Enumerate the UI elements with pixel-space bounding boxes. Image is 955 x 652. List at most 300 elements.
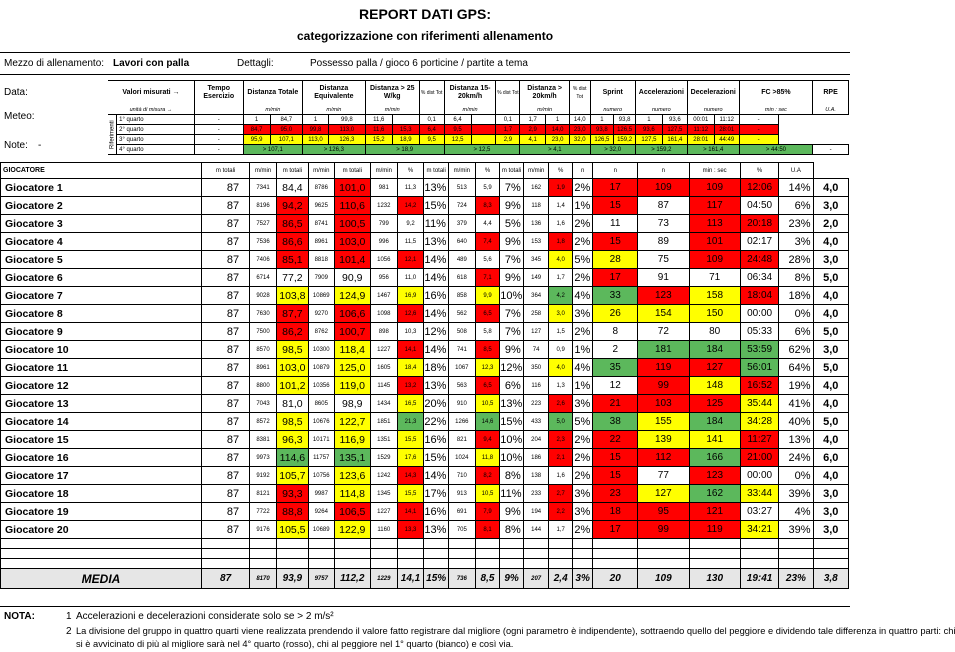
data-cell: 14% bbox=[424, 341, 449, 359]
data-cell: 84,4 bbox=[276, 179, 308, 197]
data-cell: 16% bbox=[424, 503, 449, 521]
data-cell: 3% bbox=[572, 395, 592, 413]
data-cell: 00:00 bbox=[740, 467, 778, 485]
ref-cell: 159,2 bbox=[614, 135, 636, 145]
col-distanza-totale: Distanza Totale bbox=[243, 81, 302, 106]
empty-cell bbox=[1, 539, 202, 549]
data-cell: 116 bbox=[523, 377, 549, 395]
unit-cell: m/min bbox=[365, 106, 419, 115]
data-cell: 14,2 bbox=[397, 197, 424, 215]
player-name: Giocatore 6 bbox=[1, 269, 202, 287]
ref-cell: 2,9 bbox=[496, 135, 520, 145]
empty-cell bbox=[397, 549, 424, 559]
data-cell: 89 bbox=[638, 233, 689, 251]
data-cell: 3,0 bbox=[813, 503, 848, 521]
ref-cell: 9,5 bbox=[444, 125, 471, 135]
data-cell: 8381 bbox=[250, 431, 277, 449]
unit-header: U.A bbox=[779, 163, 813, 179]
data-cell: 16,5 bbox=[397, 395, 424, 413]
empty-cell bbox=[448, 549, 475, 559]
data-cell: 10879 bbox=[308, 359, 334, 377]
data-cell: 35:44 bbox=[740, 395, 778, 413]
ref-cell: > 126,3 bbox=[303, 145, 366, 155]
ref-cell: > 32,0 bbox=[590, 145, 635, 155]
media-cell: 1229 bbox=[370, 569, 397, 589]
data-cell: 1024 bbox=[448, 449, 475, 467]
data-cell: 9176 bbox=[250, 521, 277, 539]
data-cell: 489 bbox=[448, 251, 475, 269]
data-cell: 4,0 bbox=[813, 467, 848, 485]
data-cell: 5,0 bbox=[813, 413, 848, 431]
data-cell: 4,0 bbox=[813, 305, 848, 323]
table-row bbox=[1, 503, 849, 521]
data-cell: 87 bbox=[202, 197, 250, 215]
data-cell: 103 bbox=[638, 395, 689, 413]
data-cell: 1467 bbox=[370, 287, 397, 305]
data-cell: 18% bbox=[424, 359, 449, 377]
data-cell: 1,9 bbox=[549, 179, 573, 197]
data-cell: 112 bbox=[638, 449, 689, 467]
data-cell: 11 bbox=[593, 215, 638, 233]
data-cell: 2% bbox=[572, 323, 592, 341]
data-cell: 87 bbox=[202, 341, 250, 359]
data-cell: 53:59 bbox=[740, 341, 778, 359]
data-cell: 22 bbox=[593, 431, 638, 449]
data-cell: 233 bbox=[523, 485, 549, 503]
empty-cell bbox=[593, 549, 638, 559]
data-cell: 124,9 bbox=[334, 287, 370, 305]
data-cell: 2% bbox=[572, 449, 592, 467]
data-cell: 17 bbox=[593, 179, 638, 197]
empty-cell bbox=[689, 539, 740, 549]
empty-cell bbox=[250, 549, 277, 559]
empty-cell bbox=[523, 559, 549, 569]
data-cell: 127 bbox=[523, 323, 549, 341]
data-cell: 640 bbox=[448, 233, 475, 251]
media-cell: 20 bbox=[593, 569, 638, 589]
players-table bbox=[0, 162, 849, 589]
data-cell: 14,3 bbox=[397, 467, 424, 485]
empty-cell bbox=[549, 559, 573, 569]
data-cell: 981 bbox=[370, 179, 397, 197]
player-name: Giocatore 20 bbox=[1, 521, 202, 539]
data-cell: 7% bbox=[500, 251, 524, 269]
data-cell: 121 bbox=[689, 503, 740, 521]
unit-header: m totali bbox=[424, 163, 449, 179]
ref-cell: > 161,4 bbox=[687, 145, 739, 155]
data-cell: 14% bbox=[779, 179, 813, 197]
empty-cell bbox=[523, 549, 549, 559]
ref-cell: 15,2 bbox=[365, 135, 392, 145]
data-cell: 16% bbox=[424, 431, 449, 449]
table-row bbox=[1, 287, 849, 305]
data-cell: 1% bbox=[572, 377, 592, 395]
unit-header: min : sec bbox=[689, 163, 740, 179]
table-row bbox=[1, 215, 849, 233]
table-row bbox=[1, 305, 849, 323]
data-cell: 705 bbox=[448, 521, 475, 539]
ref-cell bbox=[471, 115, 496, 125]
data-cell: 13% bbox=[424, 521, 449, 539]
empty-cell bbox=[593, 539, 638, 549]
data-cell: 90,9 bbox=[334, 269, 370, 287]
data-cell: 100,7 bbox=[334, 323, 370, 341]
data-cell: 1,6 bbox=[549, 467, 573, 485]
data-cell: 87,7 bbox=[276, 305, 308, 323]
data-cell: 9,9 bbox=[475, 287, 500, 305]
data-cell: 5,6 bbox=[475, 251, 500, 269]
data-cell: 3,0 bbox=[813, 341, 848, 359]
data-cell: 24:48 bbox=[740, 251, 778, 269]
data-cell: 141 bbox=[689, 431, 740, 449]
spacer-row bbox=[1, 539, 849, 549]
data-cell: 12 bbox=[593, 377, 638, 395]
data-cell: 114,8 bbox=[334, 485, 370, 503]
data-cell: 741 bbox=[448, 341, 475, 359]
data-cell: 8605 bbox=[308, 395, 334, 413]
data-cell: 00:00 bbox=[740, 305, 778, 323]
col-15-20: Distanza 15-20km/h bbox=[444, 81, 496, 106]
data-cell: 1,4 bbox=[549, 197, 573, 215]
table-row bbox=[1, 233, 849, 251]
player-name: Giocatore 18 bbox=[1, 485, 202, 503]
data-cell: 03:27 bbox=[740, 503, 778, 521]
data-cell: 14% bbox=[424, 251, 449, 269]
data-cell: 127 bbox=[638, 485, 689, 503]
data-cell: 19% bbox=[779, 377, 813, 395]
data-cell: 16% bbox=[424, 287, 449, 305]
valori-label: Valori misurati → bbox=[108, 81, 194, 106]
empty-cell bbox=[334, 549, 370, 559]
data-cell: 4,0 bbox=[813, 233, 848, 251]
data-cell: 513 bbox=[448, 179, 475, 197]
data-cell: 72 bbox=[638, 323, 689, 341]
data-cell: 110,6 bbox=[334, 197, 370, 215]
data-cell: 127 bbox=[689, 359, 740, 377]
data-cell: 563 bbox=[448, 377, 475, 395]
data-label: Data: bbox=[4, 87, 28, 98]
data-cell: 1851 bbox=[370, 413, 397, 431]
empty-cell bbox=[250, 539, 277, 549]
data-cell: 1% bbox=[572, 197, 592, 215]
data-cell: 162 bbox=[523, 179, 549, 197]
report-title: REPORT DATI GPS: bbox=[359, 6, 491, 22]
quarter-label: 4° quarto bbox=[117, 145, 195, 155]
empty-cell bbox=[779, 539, 813, 549]
data-cell: 8800 bbox=[250, 377, 277, 395]
data-cell: 16:52 bbox=[740, 377, 778, 395]
data-cell: 9270 bbox=[308, 305, 334, 323]
data-cell: 8% bbox=[779, 269, 813, 287]
data-cell: 28 bbox=[593, 251, 638, 269]
data-cell: 136 bbox=[523, 215, 549, 233]
data-cell: 4,0 bbox=[813, 431, 848, 449]
data-cell: 20% bbox=[424, 395, 449, 413]
data-cell: 184 bbox=[689, 413, 740, 431]
data-cell: 10171 bbox=[308, 431, 334, 449]
data-cell: 109 bbox=[689, 179, 740, 197]
ref-cell: 6,4 bbox=[419, 125, 444, 135]
data-cell: 135,1 bbox=[334, 449, 370, 467]
data-cell: 2% bbox=[572, 521, 592, 539]
data-cell: 5,8 bbox=[475, 323, 500, 341]
data-cell: 15,5 bbox=[397, 485, 424, 503]
data-cell: 77,2 bbox=[276, 269, 308, 287]
empty-cell bbox=[276, 559, 308, 569]
data-cell: 1,7 bbox=[549, 269, 573, 287]
data-cell: 77 bbox=[638, 467, 689, 485]
data-cell: 898 bbox=[370, 323, 397, 341]
data-cell: 154 bbox=[638, 305, 689, 323]
data-cell: 87 bbox=[202, 179, 250, 197]
data-cell: 75 bbox=[638, 251, 689, 269]
data-cell: 8% bbox=[500, 467, 524, 485]
data-cell: 7% bbox=[500, 179, 524, 197]
ref-cell: 15,3 bbox=[392, 125, 419, 135]
data-cell: 12% bbox=[500, 359, 524, 377]
table-row bbox=[1, 377, 849, 395]
data-cell: 22% bbox=[424, 413, 449, 431]
empty-cell bbox=[572, 539, 592, 549]
data-cell: 258 bbox=[523, 305, 549, 323]
ref-cell: 12,5 bbox=[444, 135, 471, 145]
data-cell: 99 bbox=[638, 377, 689, 395]
player-name: Giocatore 17 bbox=[1, 467, 202, 485]
data-cell: 73 bbox=[638, 215, 689, 233]
unit-cell bbox=[496, 106, 520, 115]
ref-cell: 113,0 bbox=[328, 125, 365, 135]
data-cell: 12,1 bbox=[397, 251, 424, 269]
data-cell: 5% bbox=[500, 215, 524, 233]
data-cell: 10% bbox=[500, 287, 524, 305]
player-name: Giocatore 9 bbox=[1, 323, 202, 341]
data-cell: 11,8 bbox=[475, 449, 500, 467]
data-cell: 8,2 bbox=[475, 467, 500, 485]
data-cell: 1529 bbox=[370, 449, 397, 467]
data-cell: 8% bbox=[500, 521, 524, 539]
data-cell: 2,1 bbox=[549, 449, 573, 467]
data-cell: 2,2 bbox=[549, 503, 573, 521]
ref-cell bbox=[471, 125, 496, 135]
ref-cell: 14,0 bbox=[569, 115, 590, 125]
data-cell: 10,3 bbox=[397, 323, 424, 341]
empty-cell bbox=[276, 539, 308, 549]
data-cell: 9625 bbox=[308, 197, 334, 215]
data-cell: 18 bbox=[593, 503, 638, 521]
data-cell: 11,3 bbox=[397, 179, 424, 197]
data-cell: 150 bbox=[689, 305, 740, 323]
data-cell: 98,5 bbox=[276, 341, 308, 359]
player-name: Giocatore 5 bbox=[1, 251, 202, 269]
data-cell: 12:06 bbox=[740, 179, 778, 197]
ref-cell: 84,7 bbox=[270, 115, 302, 125]
empty-cell bbox=[475, 549, 500, 559]
data-cell: 7406 bbox=[250, 251, 277, 269]
data-cell: 10356 bbox=[308, 377, 334, 395]
data-cell: 8,5 bbox=[475, 341, 500, 359]
data-cell: 5,0 bbox=[813, 359, 848, 377]
data-cell: 93,3 bbox=[276, 485, 308, 503]
data-cell: 9973 bbox=[250, 449, 277, 467]
data-cell: 105,7 bbox=[276, 467, 308, 485]
data-cell: 87 bbox=[202, 449, 250, 467]
data-cell: 15% bbox=[424, 197, 449, 215]
player-name: Giocatore 8 bbox=[1, 305, 202, 323]
media-cell: 9% bbox=[500, 569, 524, 589]
ref-cell: 0,1 bbox=[419, 115, 444, 125]
ref-cell: 9,5 bbox=[419, 135, 444, 145]
media-row bbox=[1, 569, 849, 589]
empty-cell bbox=[638, 559, 689, 569]
ref-cell: 6,4 bbox=[444, 115, 471, 125]
data-cell: 15 bbox=[593, 467, 638, 485]
data-cell: 87 bbox=[202, 503, 250, 521]
col-rpe: RPE bbox=[813, 81, 849, 106]
player-name: Giocatore 3 bbox=[1, 215, 202, 233]
data-cell: 4,0 bbox=[813, 395, 848, 413]
data-cell: 10869 bbox=[308, 287, 334, 305]
empty-cell bbox=[424, 559, 449, 569]
ref-cell: 44:49 bbox=[714, 135, 739, 145]
data-cell: 109 bbox=[689, 251, 740, 269]
empty-cell bbox=[500, 559, 524, 569]
data-cell: 5% bbox=[572, 251, 592, 269]
data-cell: 2% bbox=[572, 467, 592, 485]
player-name: Giocatore 11 bbox=[1, 359, 202, 377]
data-cell: 116,9 bbox=[334, 431, 370, 449]
empty-cell bbox=[370, 539, 397, 549]
data-cell: 87 bbox=[202, 485, 250, 503]
unit-header: m/min bbox=[448, 163, 475, 179]
col-giocatore-header: GIOCATORE bbox=[1, 163, 202, 179]
data-cell: 21:00 bbox=[740, 449, 778, 467]
data-cell: 4% bbox=[572, 359, 592, 377]
ref-cell: - bbox=[194, 115, 243, 125]
data-cell: 13,3 bbox=[397, 521, 424, 539]
ref-cell: 1 bbox=[590, 115, 614, 125]
media-cell: 207 bbox=[523, 569, 549, 589]
data-cell: 2% bbox=[572, 269, 592, 287]
ref-cell: 23,0 bbox=[569, 125, 590, 135]
data-cell: 2,7 bbox=[549, 485, 573, 503]
empty-cell bbox=[475, 559, 500, 569]
player-name: Giocatore 4 bbox=[1, 233, 202, 251]
data-cell: 109 bbox=[638, 179, 689, 197]
data-cell: 87 bbox=[202, 431, 250, 449]
data-cell: 20:18 bbox=[740, 215, 778, 233]
data-cell: 9% bbox=[500, 269, 524, 287]
unit-cell: m/min bbox=[243, 106, 302, 115]
empty-cell bbox=[1, 559, 202, 569]
ref-cell: 32,0 bbox=[569, 135, 590, 145]
data-cell: 1,5 bbox=[549, 323, 573, 341]
data-cell: 724 bbox=[448, 197, 475, 215]
data-cell: 1% bbox=[572, 341, 592, 359]
data-cell: 17,6 bbox=[397, 449, 424, 467]
quarter-label: 3° quarto bbox=[117, 135, 195, 145]
data-cell: 14,6 bbox=[475, 413, 500, 431]
empty-cell bbox=[308, 549, 334, 559]
data-cell: 39% bbox=[779, 521, 813, 539]
ref-cell: - bbox=[194, 145, 243, 155]
player-name: Giocatore 7 bbox=[1, 287, 202, 305]
ref-cell: - bbox=[739, 125, 778, 135]
col-accelerazioni: Accelerazioni bbox=[635, 81, 687, 106]
data-cell: 1,7 bbox=[549, 521, 573, 539]
data-cell: 24% bbox=[779, 449, 813, 467]
empty-cell bbox=[1, 549, 202, 559]
data-cell: 87 bbox=[202, 467, 250, 485]
unit-header: % bbox=[475, 163, 500, 179]
data-cell: 1266 bbox=[448, 413, 475, 431]
data-cell: 38 bbox=[593, 413, 638, 431]
data-cell: 15 bbox=[593, 233, 638, 251]
col-sprint: Sprint bbox=[590, 81, 635, 106]
empty-cell bbox=[397, 559, 424, 569]
unit-header: n bbox=[572, 163, 592, 179]
data-cell: 181 bbox=[638, 341, 689, 359]
empty-cell bbox=[572, 559, 592, 569]
empty-cell bbox=[202, 549, 250, 559]
ref-cell: > 12,5 bbox=[444, 145, 520, 155]
col-20: Distanza > 20km/h bbox=[520, 81, 570, 106]
unit-cell: numero bbox=[687, 106, 739, 115]
ref-cell: 95,0 bbox=[270, 125, 302, 135]
media-cell: 3,8 bbox=[813, 569, 848, 589]
data-cell: 6,5 bbox=[475, 305, 500, 323]
unit-header: m totali bbox=[334, 163, 370, 179]
data-cell: 10% bbox=[500, 449, 524, 467]
data-cell: 26 bbox=[593, 305, 638, 323]
data-cell: 7527 bbox=[250, 215, 277, 233]
data-cell: 119,0 bbox=[334, 377, 370, 395]
data-cell: 2,0 bbox=[813, 215, 848, 233]
ref-cell: 1,7 bbox=[496, 125, 520, 135]
data-cell: 39% bbox=[779, 485, 813, 503]
unit-cell: m/min bbox=[520, 106, 570, 115]
table-row bbox=[1, 197, 849, 215]
ref-cell: > 159,2 bbox=[635, 145, 687, 155]
data-cell: 13% bbox=[424, 179, 449, 197]
media-cell: 112,2 bbox=[334, 569, 370, 589]
empty-cell bbox=[740, 559, 778, 569]
unit-header: % bbox=[740, 163, 778, 179]
ref-cell bbox=[392, 115, 419, 125]
data-cell: 1056 bbox=[370, 251, 397, 269]
empty-cell bbox=[500, 549, 524, 559]
unit-cell bbox=[419, 106, 444, 115]
unit-cell: numero bbox=[590, 106, 635, 115]
empty-cell bbox=[448, 559, 475, 569]
data-cell: 148 bbox=[689, 377, 740, 395]
data-cell: 87 bbox=[202, 521, 250, 539]
table-row bbox=[1, 323, 849, 341]
data-cell: 7536 bbox=[250, 233, 277, 251]
data-cell: 87 bbox=[202, 413, 250, 431]
report-subtitle: categorizzazione con riferimenti allenamento bbox=[296, 29, 554, 43]
unit-header: m/min bbox=[370, 163, 397, 179]
table-row bbox=[1, 467, 849, 485]
data-cell: 0% bbox=[779, 467, 813, 485]
meteo-label: Meteo: bbox=[4, 111, 35, 122]
data-cell: 194 bbox=[523, 503, 549, 521]
data-cell: 153 bbox=[523, 233, 549, 251]
ref-cell: 11:12 bbox=[687, 125, 714, 135]
data-cell: 1351 bbox=[370, 431, 397, 449]
empty-cell bbox=[370, 559, 397, 569]
data-cell: 821 bbox=[448, 431, 475, 449]
data-cell: 1232 bbox=[370, 197, 397, 215]
